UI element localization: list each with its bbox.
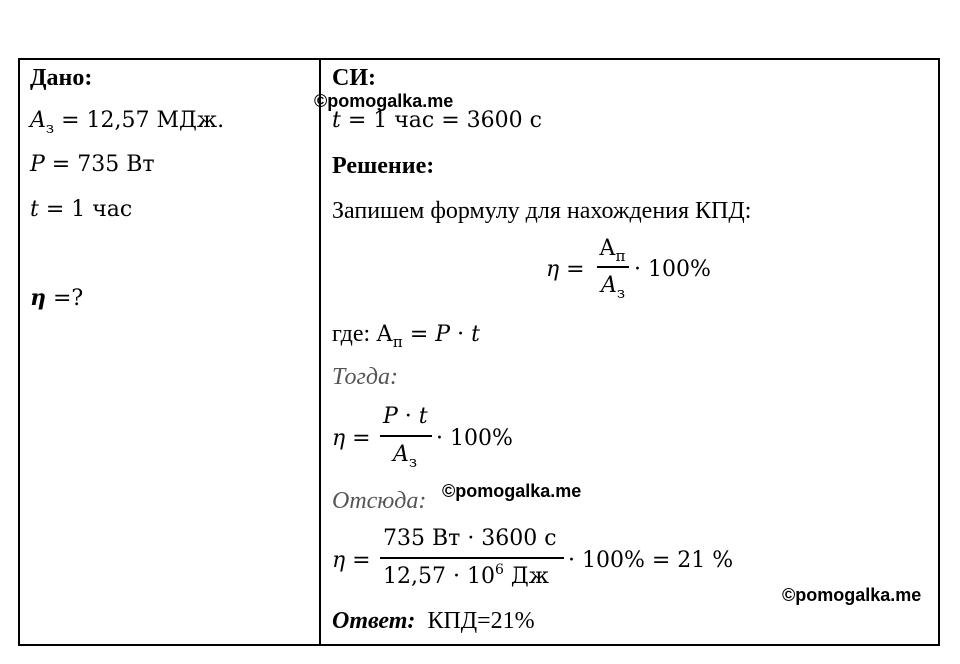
f2-den-sub: з <box>408 453 418 471</box>
given-time <box>30 199 132 221</box>
f2-eta: η = <box>332 426 371 451</box>
where-t: t <box>471 322 480 347</box>
f3-tail: · 100% = 21 % <box>568 548 734 573</box>
f3-den-unit: Дж <box>503 564 550 589</box>
where-line <box>332 321 480 351</box>
f2-tail: · 100% <box>436 426 513 451</box>
watermark-middle: ©pomogalka.me <box>442 481 582 501</box>
f2-denominator <box>393 442 418 471</box>
answer-value: КПД=21% <box>427 608 535 634</box>
answer-label: Ответ: <box>332 608 416 634</box>
f2-num-t: t <box>418 404 428 429</box>
f1-denominator <box>601 273 626 302</box>
given-t-value: = 1 час <box>38 197 133 222</box>
given-a-value: = 12,57 МДж. <box>54 108 225 133</box>
given-p-var: P <box>30 152 45 177</box>
given-work <box>30 108 225 137</box>
f1-fraction-line <box>597 266 629 268</box>
f1-numerator <box>599 236 626 265</box>
given-a-sub: з <box>45 119 55 137</box>
given-a-var: A <box>30 108 46 133</box>
where-a: А <box>376 322 393 347</box>
where-label: где: <box>332 321 377 347</box>
f1-num-sub: п <box>615 247 626 265</box>
given-find-value: =? <box>46 286 84 311</box>
given-power <box>30 154 155 176</box>
given-find-var: η <box>30 285 46 311</box>
solution-intro: Запишем формулу для нахождения КПД: <box>332 198 752 224</box>
f1-den-sub: з <box>616 284 626 302</box>
f1-tail: · 100% <box>634 257 711 282</box>
where-a-sub: п <box>392 333 403 351</box>
where-p: P <box>435 322 451 347</box>
f3-den: 12,57 · 10 <box>383 564 495 589</box>
si-title: СИ: <box>332 65 376 91</box>
f2-num-p: P <box>383 404 398 429</box>
f3-numerator: 735 Вт · 3600 с <box>383 526 557 551</box>
si-t-var: t <box>332 108 341 133</box>
f2-num-dot: · <box>397 404 419 429</box>
where-dot: · <box>450 322 472 347</box>
f2-fraction-line <box>380 435 432 437</box>
f3-eta: η = <box>332 548 371 573</box>
given-t-var: t <box>30 197 39 222</box>
f2-den: A <box>393 442 409 467</box>
f1-eta: η = <box>546 257 585 282</box>
solution-title: Решение: <box>332 153 435 179</box>
then-label: Тогда: <box>332 364 398 390</box>
column-divider <box>319 58 321 646</box>
f2-numerator <box>383 406 428 428</box>
f1-den: A <box>601 273 617 298</box>
given-title: Дано: <box>30 65 93 91</box>
hence-label: Отсюда: <box>332 488 427 514</box>
f1-num: А <box>599 236 616 261</box>
f3-denominator <box>383 562 550 589</box>
watermark-top: ©pomogalka.me <box>314 91 454 111</box>
si-t-value: = 1 час = 3600 с <box>340 108 542 133</box>
watermark-bottom: ©pomogalka.me <box>782 585 922 605</box>
si-time <box>332 110 542 132</box>
answer-line <box>332 609 535 633</box>
given-p-value: = 735 Вт <box>44 152 155 177</box>
f3-fraction-line <box>380 557 564 559</box>
where-eq: = <box>402 322 436 347</box>
given-find <box>30 287 83 310</box>
f3-den-sup: 6 <box>494 562 504 578</box>
